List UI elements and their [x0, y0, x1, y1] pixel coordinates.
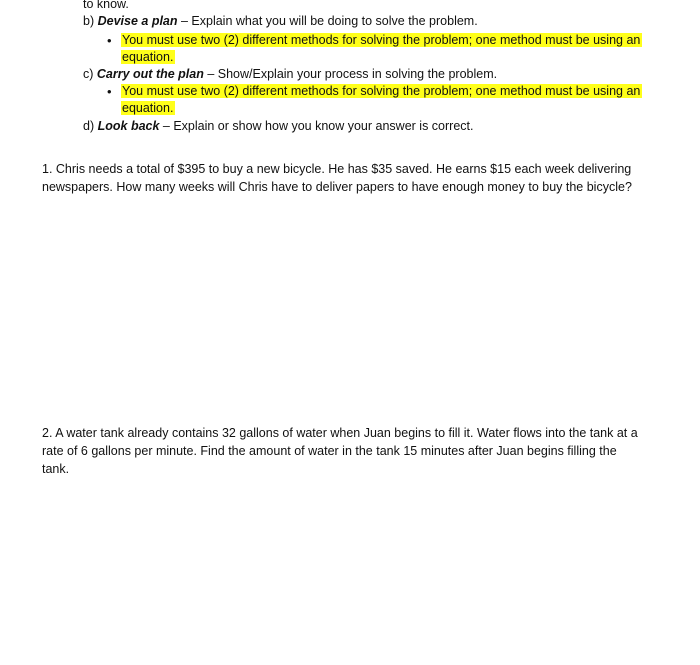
step-b-title: Devise a plan	[97, 14, 178, 28]
step-b-marker: b)	[83, 14, 95, 28]
step-c-requirement-line2: equation.	[122, 101, 174, 115]
step-c-requirement-line1: You must use two (2) different methods for solving the problem; one method must be using an	[122, 84, 641, 98]
step-d-title: Look back	[97, 119, 160, 133]
problem-2-line1: 2. A water tank already contains 32 gallons of water when Juan begins to fill it. Water flows into the tank at a	[42, 426, 638, 440]
bullet-icon: •	[107, 84, 112, 99]
step-c	[83, 66, 497, 83]
problem-1-line2: newspapers. How many weeks will Chris have to deliver papers to have enough money to buy the bicycle?	[42, 180, 632, 194]
step-d-marker: d)	[83, 119, 95, 133]
step-b-desc: – Explain what you will be doing to solve the problem.	[177, 14, 478, 28]
problem-2-line3: tank.	[42, 462, 70, 476]
step-c-marker: c)	[83, 67, 94, 81]
problem-2-line2: rate of 6 gallons per minute. Find the amount of water in the tank 15 minutes after Juan begins filling the	[42, 444, 617, 458]
step-c-desc: – Show/Explain your process in solving the problem.	[203, 67, 498, 81]
bullet-icon: •	[107, 33, 112, 48]
step-d-desc: – Explain or show how you know your answer is correct.	[159, 119, 474, 133]
step-d	[83, 118, 473, 135]
step-c-title: Carry out the plan	[96, 67, 204, 81]
header-fragment: to know.	[83, 0, 129, 11]
step-b-requirement-line1: You must use two (2) different methods for solving the problem; one method must be using an	[122, 33, 641, 47]
problem-1-line1: 1. Chris needs a total of $395 to buy a new bicycle. He has $35 saved. He earns $15 each week delivering	[42, 162, 632, 176]
step-b-requirement-line2: equation.	[122, 50, 174, 64]
step-b	[83, 13, 478, 30]
